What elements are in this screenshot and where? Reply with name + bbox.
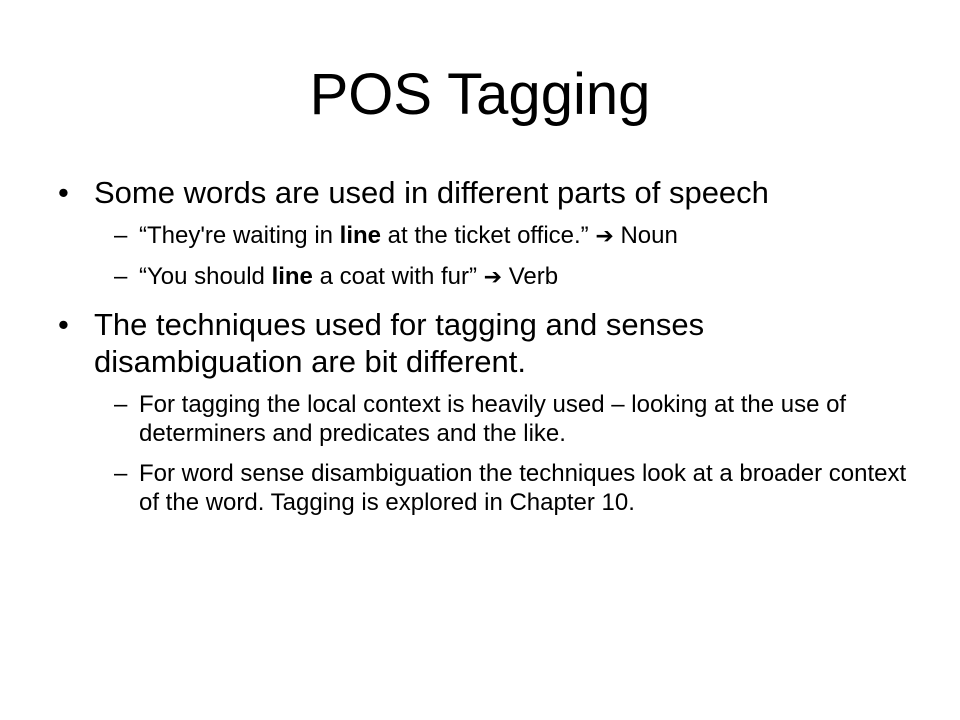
bullet-item [58,306,918,380]
example-key-word: line [339,222,382,249]
bullet-text: The techniques used for tagging and senses disambiguation are bit different. [94,307,705,379]
right-arrow-icon: ➔ [483,265,503,290]
sub-bullet-item [58,221,918,251]
slide-body [58,174,918,531]
sub-bullet-item [58,262,918,292]
part-of-speech-label: Noun [620,222,678,249]
slide-title: POS Tagging [309,62,651,127]
sub-bullet-item [58,390,918,448]
part-of-speech-label: Verb [508,263,559,290]
bullet-text: Some words are used in different parts of speech [94,175,769,210]
sub-bullet-marker: – [114,460,128,487]
bullet-marker: • [58,307,69,342]
right-arrow-icon: ➔ [595,224,614,249]
sub-bullet-text: For word sense disambiguation the techniques look at a broader context of the word. Tagging is explored in Chapter 10. [139,460,907,516]
sub-bullet-item [58,459,918,517]
example-sentence-end: a coat with fur” [312,263,477,290]
example-sentence-start: “They're waiting in [139,222,340,249]
example-sentence-start: “You should [139,263,272,290]
bullet-marker: • [58,175,69,210]
bullet-group-2 [58,306,918,517]
sub-bullet-text: For tagging the local context is heavily used – looking at the use of determiners and predicates and the like. [139,391,847,447]
bullet-group-1 [58,174,918,292]
sub-bullet-marker: – [114,263,128,290]
sub-bullet-marker: – [114,391,128,418]
sub-bullet-marker: – [114,222,128,249]
example-sentence-end: at the ticket office.” [381,222,589,249]
bullet-item [58,174,918,211]
example-key-word: line [271,263,313,290]
